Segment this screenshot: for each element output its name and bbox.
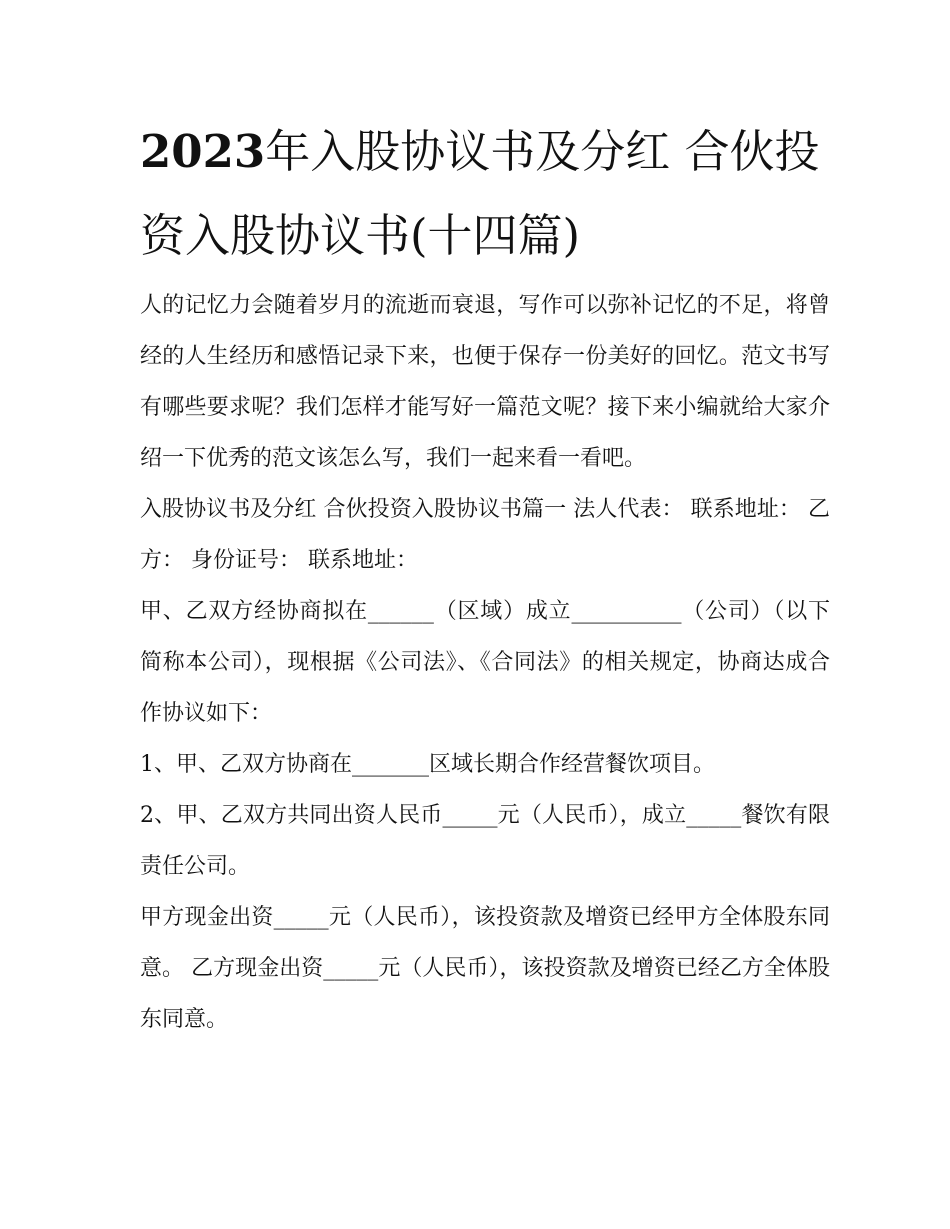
document-page [140,110,830,1045]
clause-2: 2、甲、乙双方共同出资人民币_____元（人民币），成立_____餐饮有限责任公司。 [140,803,830,879]
investment-paragraph: 甲方现金出资_____元（人民币），该投资款及增资已经甲方全体股东同意。 乙方现金出资_____元（人民币），该投资款及增资已经乙方全体股东同意。 [140,905,830,1032]
document-title [140,110,830,278]
intro-paragraph: 人的记忆力会随着岁月的流逝而衰退，写作可以弥补记忆的不足，将曾经的人生经历和感悟记录下来，也便于保存一份美好的回忆。范文书写有哪些要求呢？我们怎样才能写好一篇范文呢？接下来小编就给大家介绍一下优秀的范文该怎么写，我们一起来看一看吧。 [140,293,830,471]
clause-1: 1、甲、乙双方协商在_______区域长期合作经营餐饮项目。 [140,752,715,777]
title-year: 2023 [140,125,266,178]
section-heading-paragraph: 入股协议书及分红 合伙投资入股协议书篇一 法人代表： 联系地址： 乙方： 身份证号： 联系地址： [140,497,830,573]
title-text: 年入股协议书及分红 合伙投资入股协议书(十四篇) [140,125,820,262]
agreement-preamble: 甲、乙双方经协商拟在______（区域）成立__________（公司）（以下简称本公司），现根据《公司法》、《合同法》的相关规定，协商达成合作协议如下： [140,599,830,726]
